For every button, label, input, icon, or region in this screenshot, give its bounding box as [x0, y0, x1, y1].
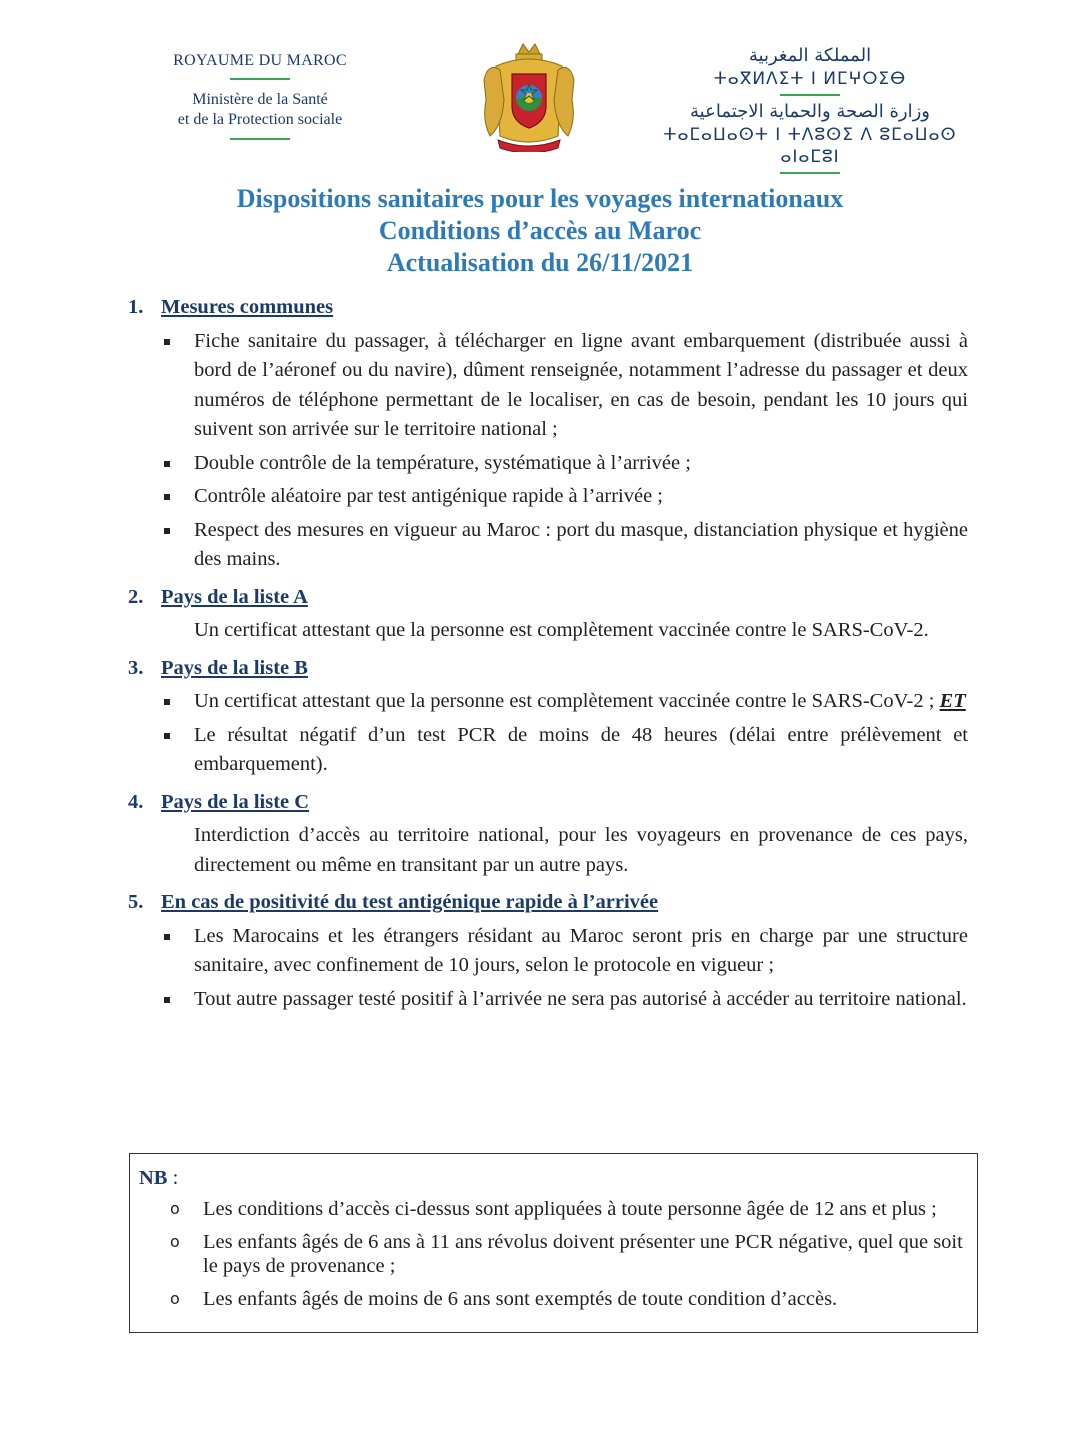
section-positivite — [128, 888, 968, 1014]
section-title: Pays de la liste B — [161, 656, 308, 679]
section-title: En cas de positivité du test antigénique rapide à l’arrivée — [161, 891, 659, 913]
section-number: 3. — [128, 656, 144, 679]
nb-item: o Les conditions d’accès ci-dessus sont appliquées à toute personne âgée de 12 ans et plus ; — [170, 1197, 970, 1221]
header-left-block — [130, 52, 390, 140]
section-number: 4. — [128, 790, 144, 813]
divider-line — [230, 138, 290, 140]
bullet-list — [128, 327, 968, 575]
section-number: 1. — [128, 296, 144, 318]
section-heading — [128, 654, 968, 684]
section-paragraph: Interdiction d’accès au territoire national, pour les voyageurs en provenance de ces pays, directement ou même en transitant par un autre pays. — [194, 824, 968, 876]
ministry-name-fr-line2: et de la Protection sociale — [177, 111, 343, 128]
section-liste-c — [128, 788, 968, 881]
header-right-block — [660, 44, 960, 178]
divider-line — [780, 172, 840, 174]
section-heading — [128, 583, 968, 613]
nb-label — [139, 1166, 178, 1190]
list-item: Fiche sanitaire du passager, à télécharger en ligne avant embarquement (distribuée aussi à bord de l’aéronef ou du navire), dûment renseignée, notamment l’adresse du passager et deux numéros de téléphone permettant de le localiser, en cas de besoin, pendant les 10 jours qui suivent son arrivée sur le territoire national ; — [128, 327, 968, 445]
nb-item: o Les enfants âgés de moins de 6 ans sont exemptés de toute condition d’accès. — [170, 1287, 970, 1311]
section-liste-b — [128, 654, 968, 780]
ministry-name-tifinagh: ⵜⴰⵎⴰⵡⴰⵙⵜ ⵏ ⵜⴷⵓⵙⵉ ⴷ ⵓⵎⴰⵡⴰⵙ ⴰⵏⴰⵎⵓⵏ — [663, 125, 957, 167]
title-line-3: Actualisation du 26/11/2021 — [386, 248, 694, 277]
nb-label-colon: : — [167, 1167, 179, 1189]
document-body — [128, 293, 968, 1022]
kingdom-name-ar: المملكة المغربية — [748, 45, 872, 66]
list-item: Tout autre passager testé positif à l’arrivée ne sera pas autorisé à accéder au territoire national. — [128, 985, 968, 1015]
section-liste-a — [128, 583, 968, 646]
nb-item: o Les enfants âgés de 6 ans à 11 ans révolus doivent présenter une PCR négative, quel que soit le pays de provenance ; — [170, 1230, 970, 1278]
document-title — [0, 183, 1080, 279]
title-line-2: Conditions d’accès au Maroc — [378, 216, 702, 245]
section-heading — [128, 788, 968, 818]
section-title: Mesures communes — [161, 296, 334, 318]
coat-of-arms-emblem — [478, 40, 580, 152]
section-heading — [128, 888, 968, 918]
ministry-name-fr-line1: Ministère de la Santé — [192, 91, 328, 108]
bullet-list — [128, 687, 968, 780]
document-header — [0, 0, 1080, 170]
nb-box — [129, 1153, 978, 1333]
section-title: Pays de la liste C — [161, 790, 310, 813]
list-item — [128, 687, 968, 717]
list-item: Double contrôle de la température, systématique à l’arrivée ; — [128, 449, 968, 479]
kingdom-name-tifinagh: ⵜⴰⴳⵍⴷⵉⵜ ⵏ ⵍⵎⵖⵔⵉⴱ — [713, 69, 907, 89]
section-number: 2. — [128, 585, 144, 608]
section-number: 5. — [128, 891, 144, 913]
list-item: Respect des mesures en vigueur au Maroc : port du masque, distanciation physique et hygiène des mains. — [128, 516, 968, 575]
divider-line — [230, 78, 290, 80]
kingdom-name-fr: ROYAUME DU MAROC — [173, 52, 347, 69]
section-mesures-communes — [128, 293, 968, 575]
nb-list — [170, 1197, 970, 1320]
section-title: Pays de la liste A — [161, 585, 308, 608]
nb-label-text: NB — [139, 1167, 168, 1189]
bullet-list — [128, 922, 968, 1015]
section-heading — [128, 293, 968, 323]
title-line-1: Dispositions sanitaires pour les voyages internationaux — [236, 184, 844, 213]
divider-line — [780, 94, 840, 96]
list-item-text: Un certificat attestant que la personne est complètement vaccinée contre le SARS-CoV-2 ; — [194, 690, 935, 712]
ministry-name-ar: وزارة الصحة والحماية الاجتماعية — [690, 101, 930, 122]
section-paragraph: Un certificat attestant que la personne est complètement vaccinée contre le SARS-CoV-2. — [194, 619, 929, 641]
et-conjunction: ET — [939, 690, 966, 712]
list-item: Les Marocains et les étrangers résidant au Maroc seront pris en charge par une structure sanitaire, avec confinement de 10 jours, selon le protocole en vigueur ; — [128, 922, 968, 981]
list-item: Contrôle aléatoire par test antigénique rapide à l’arrivée ; — [128, 482, 968, 512]
list-item: Le résultat négatif d’un test PCR de moins de 48 heures (délai entre prélèvement et embarquement). — [128, 721, 968, 780]
